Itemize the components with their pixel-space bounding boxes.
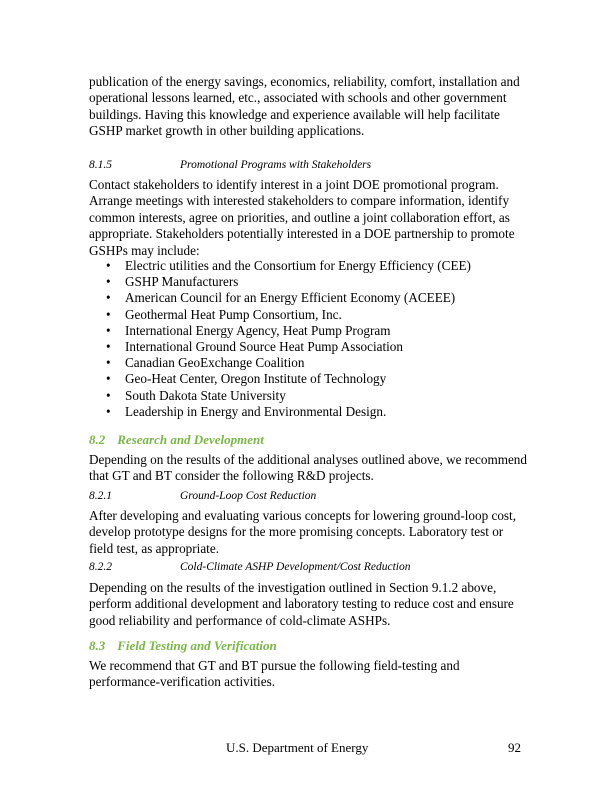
list-item: • Leadership in Energy and Environmental Design. [89,404,529,420]
section-heading-8-3 [89,638,277,654]
list-item: • Geothermal Heat Pump Consortium, Inc. [89,307,529,323]
paragraph: After developing and evaluating various concepts for lowering ground-loop cost, develop prototype designs for the more promising concepts. Laboratory test or field test, as appropriate. [89,508,517,556]
list-item: • South Dakota State University [89,388,529,404]
section-title: Ground-Loop Cost Reduction [180,490,317,502]
section-heading-8-2-2 [89,561,411,573]
list-item: • American Council for an Energy Efficient Economy (ACEEE) [89,290,529,306]
paragraph: Depending on the results of the additional analyses outlined above, we recommend that GT and BT consider the following R&D projects. [89,452,527,484]
section-number: 8.2 [89,432,106,447]
footer-organization: U.S. Department of Energy [226,740,369,755]
list-item: • GSHP Manufacturers [89,274,529,290]
list-item: • International Ground Source Heat Pump Association [89,339,529,355]
list-item: • Electric utilities and the Consortium for Energy Efficiency (CEE) [89,258,529,274]
section-title: Promotional Programs with Stakeholders [180,159,372,171]
stakeholder-list [89,258,529,420]
section-title: Cold-Climate ASHP Development/Cost Reduction [180,561,411,573]
paragraph: Depending on the results of the investigation outlined in Section 9.1.2 above, perform additional development and laboratory testing to reduce cost and ensure good reliability and performance of cold-climate ASHPs. [89,580,514,628]
list-item: • Canadian GeoExchange Coalition [89,355,529,371]
page-number: 92 [508,740,521,755]
section-heading-8-2 [89,432,264,448]
paragraph: We recommend that GT and BT pursue the following field-testing and performance-verification activities. [89,658,460,690]
section-title: Field Testing and Verification [117,638,277,653]
list-item: • Geo-Heat Center, Oregon Institute of Technology [89,371,529,387]
section-number: 8.2.1 [89,490,112,502]
paragraph: publication of the energy savings, economics, reliability, comfort, installation and operational lessons learned, etc., associated with schools and other government buildings. Having this knowledge and experience available will help facilitate GSHP market growth in other building applications. [89,74,520,139]
section-title: Research and Development [117,432,264,447]
section-heading-8-2-1 [89,490,317,502]
paragraph: Contact stakeholders to identify interest in a joint DOE promotional program. Arrange meetings with interested stakeholders to compare information, identify common interests, agree on priorities, and outline a joint collaboration effort, as appropriate. Stakeholders potentially interested in a DOE partnership to promote GSHPs may include: [89,177,515,258]
section-number: 8.2.2 [89,561,112,573]
section-number: 8.3 [89,638,106,653]
section-heading-8-1-5 [89,159,372,171]
section-number: 8.1.5 [89,159,112,171]
list-item: • International Energy Agency, Heat Pump Program [89,323,529,339]
